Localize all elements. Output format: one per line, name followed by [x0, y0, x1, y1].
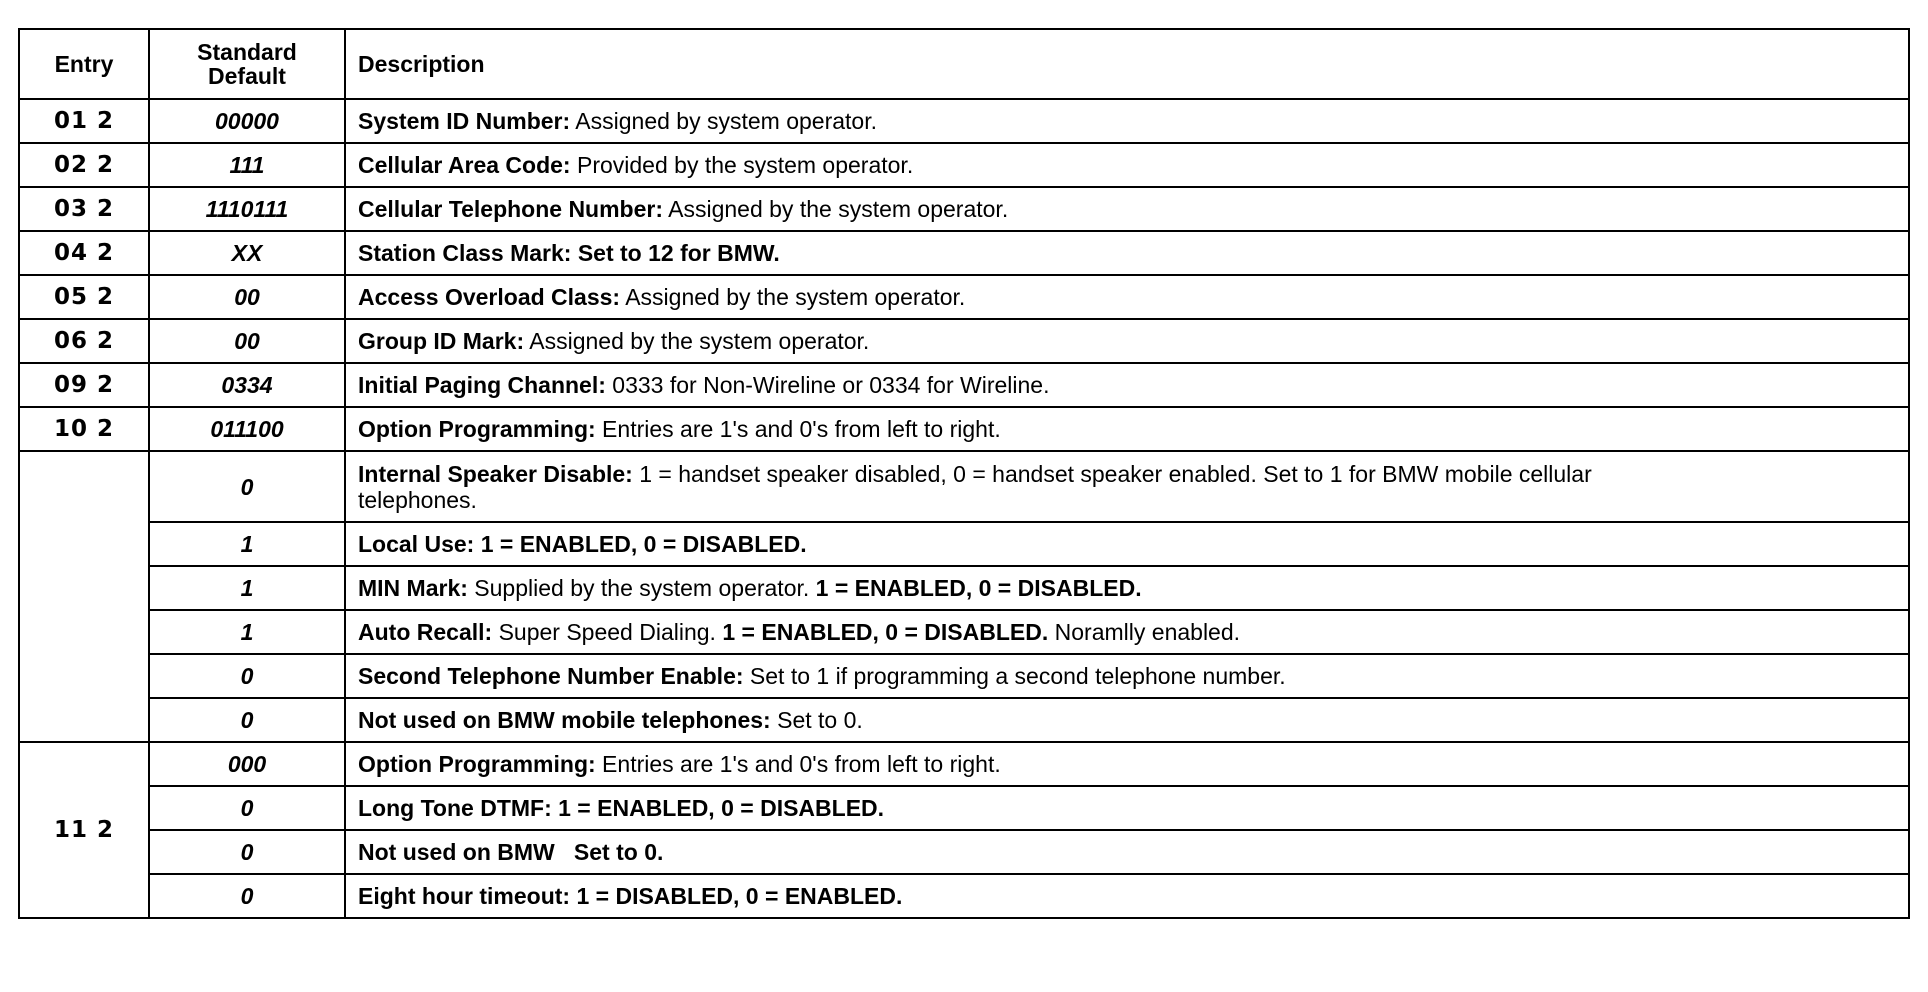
table-row: [19, 610, 1909, 654]
table-row: [19, 407, 1909, 451]
table-header: [19, 29, 1909, 99]
description-label: Option Programming:: [358, 416, 596, 442]
description-label: Option Programming:: [358, 751, 596, 777]
header-entry: Entry: [19, 29, 149, 99]
description-label: MIN Mark:: [358, 575, 468, 601]
table-row: [19, 143, 1909, 187]
table-body: [19, 99, 1909, 918]
description-label: Not used on BMW mobile telephones:: [358, 707, 771, 733]
description-text: Assigned by the system operator.: [620, 284, 966, 310]
description-text: Supplied by the system operator.: [467, 575, 816, 601]
default-cell: 1: [149, 610, 345, 654]
description-cell: [345, 143, 1909, 187]
description-cell: [345, 566, 1909, 610]
header-default-line2: Default: [208, 63, 286, 89]
description-cell: [345, 275, 1909, 319]
description-cell: [345, 319, 1909, 363]
description-text: Provided by the system operator.: [570, 152, 914, 178]
description-cell: [345, 99, 1909, 143]
table-row: [19, 187, 1909, 231]
description-cell: [345, 698, 1909, 742]
description-cell: [345, 874, 1909, 918]
entry-cell: 06 2: [19, 319, 149, 363]
description-cell: [345, 407, 1909, 451]
description-cell: [345, 363, 1909, 407]
entry-cell: 01 2: [19, 99, 149, 143]
description-label: Access Overload Class:: [358, 284, 621, 310]
description-label: System ID Number:: [358, 108, 571, 134]
description-cell: [345, 231, 1909, 275]
description-label: Internal Speaker Disable:: [358, 460, 633, 487]
description-wrap: [358, 461, 1708, 513]
default-cell: 0: [149, 786, 345, 830]
description-text: Entries are 1's and 0's from left to right.: [595, 751, 1001, 777]
description-note: Noramlly enabled.: [1048, 619, 1241, 645]
table-row: [19, 363, 1909, 407]
description-label: Group ID Mark:: [358, 328, 525, 354]
description-cell: [345, 610, 1909, 654]
entry-cell-group: 11 2: [19, 742, 149, 918]
description-label: Cellular Area Code:: [358, 152, 571, 178]
description-cell: [345, 830, 1909, 874]
default-cell: 1110111: [149, 187, 345, 231]
table-row: [19, 275, 1909, 319]
description-cell: [345, 742, 1909, 786]
entry-cell: 02 2: [19, 143, 149, 187]
table-row: [19, 566, 1909, 610]
table-row: [19, 99, 1909, 143]
header-description: Description: [345, 29, 1909, 99]
description-text: Assigned by system operator.: [570, 108, 877, 134]
description-tail: 1 = ENABLED, 0 = DISABLED.: [815, 575, 1142, 601]
default-cell: 1: [149, 566, 345, 610]
default-cell: 00: [149, 319, 345, 363]
description-label: Long Tone DTMF: 1 = ENABLED, 0 = DISABLED.: [358, 795, 885, 821]
default-cell: 0: [149, 830, 345, 874]
table-row: [19, 874, 1909, 918]
default-cell: 111: [149, 143, 345, 187]
description-text: 0333 for Non-Wireline or 0334 for Wireline.: [605, 372, 1050, 398]
description-text: 1 = handset speaker disabled, 0 = handset speaker enabled. Set to 1 for BMW mobile cellular telephones.: [358, 460, 1592, 513]
description-label: Not used on BMW Set to 0.: [358, 839, 664, 865]
entry-cell: 03 2: [19, 187, 149, 231]
table-row: [19, 231, 1909, 275]
entry-cell: 09 2: [19, 363, 149, 407]
entry-cell-group: [19, 451, 149, 742]
default-cell: 0: [149, 654, 345, 698]
programming-table: [18, 28, 1910, 919]
default-cell: 000: [149, 742, 345, 786]
header-default-line1: Standard: [197, 39, 297, 65]
description-tail: 1 = ENABLED, 0 = DISABLED.: [722, 619, 1049, 645]
header-standard-default: [149, 29, 345, 99]
table-row: [19, 786, 1909, 830]
entry-cell: 04 2: [19, 231, 149, 275]
description-text: Entries are 1's and 0's from left to right.: [595, 416, 1001, 442]
table-row: [19, 698, 1909, 742]
default-cell: 011100: [149, 407, 345, 451]
description-label: Initial Paging Channel:: [358, 372, 606, 398]
entry-cell: 10 2: [19, 407, 149, 451]
table-row: [19, 319, 1909, 363]
description-text: Super Speed Dialing.: [492, 619, 723, 645]
description-text: Assigned by the system operator.: [524, 328, 870, 354]
table-row: [19, 742, 1909, 786]
default-cell: 0: [149, 698, 345, 742]
description-label: Auto Recall:: [358, 619, 493, 645]
default-cell: 00000: [149, 99, 345, 143]
description-cell: [345, 451, 1909, 522]
header-row: [19, 29, 1909, 99]
default-cell: 0: [149, 874, 345, 918]
description-label: Station Class Mark: Set to 12 for BMW.: [358, 240, 780, 266]
table-row: [19, 522, 1909, 566]
description-label: Local Use: 1 = ENABLED, 0 = DISABLED.: [358, 531, 807, 557]
description-cell: [345, 654, 1909, 698]
description-label: Cellular Telephone Number:: [358, 196, 664, 222]
description-cell: [345, 187, 1909, 231]
description-text: Assigned by the system operator.: [663, 196, 1009, 222]
description-cell: [345, 786, 1909, 830]
default-cell: 1: [149, 522, 345, 566]
default-cell: 0: [149, 451, 345, 522]
description-cell: [345, 522, 1909, 566]
table-row: [19, 830, 1909, 874]
description-text: Set to 0.: [770, 707, 863, 733]
table-row: [19, 654, 1909, 698]
default-cell: XX: [149, 231, 345, 275]
table-row: [19, 451, 1909, 522]
description-label: Second Telephone Number Enable:: [358, 663, 744, 689]
description-label: Eight hour timeout: 1 = DISABLED, 0 = ENABLED.: [358, 883, 903, 909]
default-cell: 0334: [149, 363, 345, 407]
default-cell: 00: [149, 275, 345, 319]
entry-cell: 05 2: [19, 275, 149, 319]
description-text: Set to 1 if programming a second telephone number.: [743, 663, 1286, 689]
